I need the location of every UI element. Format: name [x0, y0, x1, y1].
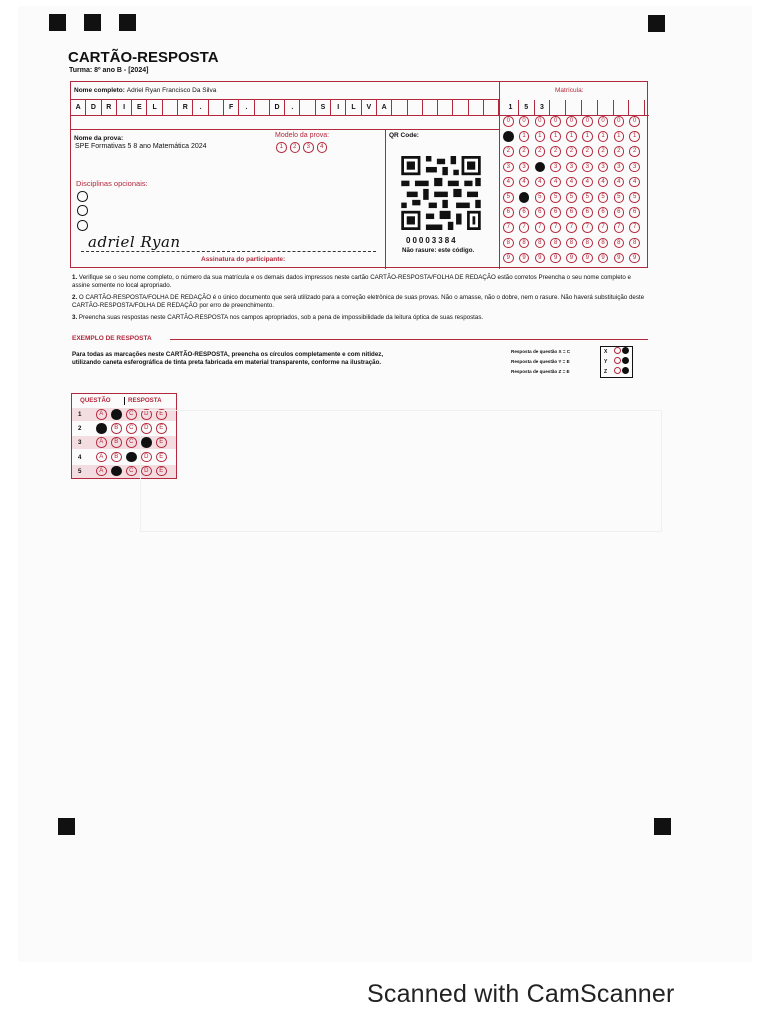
- prova-label: Nome da prova:: [74, 135, 124, 142]
- matricula-digit-bubble[interactable]: 1: [535, 131, 546, 142]
- matricula-digit-bubble[interactable]: 7: [582, 222, 593, 233]
- matricula-digit-bubble[interactable]: 5: [629, 192, 640, 203]
- matricula-digit-bubble[interactable]: 8: [614, 238, 625, 249]
- name-box[interactable]: .: [285, 100, 300, 115]
- name-box[interactable]: [438, 100, 453, 115]
- matricula-digit-bubble[interactable]: 0: [582, 116, 593, 127]
- matricula-digit-bubble[interactable]: 2: [566, 146, 577, 157]
- modelo-option-1[interactable]: 1: [276, 142, 287, 153]
- matricula-digit-bubble[interactable]: 9: [582, 253, 593, 264]
- example-answer-bubble[interactable]: B: [111, 423, 122, 434]
- matricula-box[interactable]: [582, 100, 598, 115]
- matricula-digit-bubble[interactable]: 4: [629, 177, 640, 188]
- example-answer-bubble[interactable]: A: [96, 437, 107, 448]
- matricula-digit-bubble[interactable]: 5: [566, 192, 577, 203]
- matricula-digit-bubble[interactable]: 5: [519, 192, 530, 203]
- legend-letter: Y: [604, 359, 608, 365]
- matricula-box[interactable]: [550, 100, 566, 115]
- example-answer-bubble[interactable]: D: [141, 409, 152, 420]
- matricula-digit-bubble[interactable]: 3: [614, 162, 625, 173]
- matricula-digit-bubble[interactable]: 9: [535, 253, 546, 264]
- matricula-digit-bubble[interactable]: 2: [582, 146, 593, 157]
- matricula-digit-bubble[interactable]: 6: [550, 207, 561, 218]
- matricula-digit-bubble[interactable]: 8: [503, 238, 514, 249]
- name-box[interactable]: I: [117, 100, 132, 115]
- legend-text: Resposta de questão X = C: [511, 349, 571, 354]
- matricula-digit-bubble[interactable]: 6: [629, 207, 640, 218]
- name-box[interactable]: [255, 100, 270, 115]
- matricula-digit-bubble[interactable]: 3: [535, 162, 546, 173]
- matricula-box[interactable]: 5: [519, 100, 535, 115]
- matricula-digit-bubble[interactable]: 1: [614, 131, 625, 142]
- matricula-digit-bubble[interactable]: 2: [503, 146, 514, 157]
- matricula-digit-bubble[interactable]: 5: [598, 192, 609, 203]
- name-box[interactable]: F: [224, 100, 239, 115]
- scanner-watermark: Scanned with CamScanner: [367, 980, 675, 1008]
- table-header-resposta: RESPOSTA: [128, 397, 162, 404]
- instruction-number: 3.: [72, 314, 78, 321]
- matricula-digit-bubble[interactable]: 8: [582, 238, 593, 249]
- matricula-box[interactable]: 3: [535, 100, 551, 115]
- instruction-number: 1.: [72, 274, 78, 281]
- matricula-digit-bubble[interactable]: 0: [519, 116, 530, 127]
- matricula-digit-bubble[interactable]: 5: [614, 192, 625, 203]
- matricula-digit-bubble[interactable]: 7: [550, 222, 561, 233]
- qr-number: 00003384: [406, 236, 458, 245]
- example-answer-bubble[interactable]: A: [96, 409, 107, 420]
- name-label: Nome completo: Adriel Ryan Francisco Da Silva: [74, 87, 217, 94]
- name-box[interactable]: R: [102, 100, 117, 115]
- example-answer-bubble[interactable]: E: [156, 409, 167, 420]
- matricula-digit-bubble[interactable]: 4: [614, 177, 625, 188]
- example-answer-bubble[interactable]: E: [156, 437, 167, 448]
- name-box[interactable]: I: [331, 100, 346, 115]
- matricula-digit-bubble[interactable]: 8: [629, 238, 640, 249]
- instruction-text: Verifique se o seu nome completo, o número da sua matrícula e os demais dados impressos neste cartão CARTÃO-RESPOSTA/FOLHA DE REDAÇÃO estão corretos Preencha o seu nome completo e assine somente no local apropriado.: [72, 274, 631, 289]
- example-section-title: EXEMPLO DE RESPOSTA: [72, 335, 152, 342]
- matricula-digit-bubble[interactable]: 0: [566, 116, 577, 127]
- matricula-digit-bubble[interactable]: 7: [614, 222, 625, 233]
- qr-code-icon: [400, 156, 482, 230]
- example-answer-bubble[interactable]: D: [141, 437, 152, 448]
- name-box[interactable]: L: [148, 100, 163, 115]
- matricula-digit-bubble[interactable]: 4: [519, 177, 530, 188]
- example-question-number: 5: [78, 467, 82, 475]
- matricula-digit-bubble[interactable]: 2: [598, 146, 609, 157]
- matricula-digit-bubble[interactable]: 4: [566, 177, 577, 188]
- matricula-digit-bubble[interactable]: 9: [503, 253, 514, 264]
- legend-frame: [600, 346, 633, 378]
- page-title: CARTÃO-RESPOSTA: [68, 49, 219, 66]
- matricula-digit-bubble[interactable]: 4: [598, 177, 609, 188]
- matricula-digit-bubble[interactable]: 1: [550, 131, 561, 142]
- name-box[interactable]: [301, 100, 316, 115]
- matricula-box[interactable]: [566, 100, 582, 115]
- registration-mark-top-left-3: [119, 14, 136, 31]
- name-box[interactable]: D: [270, 100, 285, 115]
- matricula-digit-bubble[interactable]: 6: [614, 207, 625, 218]
- example-answer-bubble[interactable]: E: [156, 452, 167, 463]
- qr-label: QR Code:: [389, 132, 419, 139]
- registration-mark-bottom-left: [58, 818, 75, 835]
- matricula-digit-bubble[interactable]: 6: [503, 207, 514, 218]
- matricula-digit-bubble[interactable]: 8: [566, 238, 577, 249]
- example-answer-bubble[interactable]: E: [156, 423, 167, 434]
- name-box[interactable]: [392, 100, 407, 115]
- matricula-digit-bubble[interactable]: 0: [550, 116, 561, 127]
- participant-signature: adriel Ryan: [88, 233, 181, 251]
- instruction-item: [72, 274, 650, 290]
- example-question-number: 4: [78, 453, 82, 461]
- registration-mark-bottom-right: [654, 818, 671, 835]
- example-answer-bubble[interactable]: B: [111, 466, 122, 477]
- example-answer-bubble[interactable]: B: [111, 409, 122, 420]
- matricula-digit-bubble[interactable]: 5: [582, 192, 593, 203]
- matricula-digit-bubble[interactable]: 3: [519, 162, 530, 173]
- name-box[interactable]: .: [193, 100, 208, 115]
- matricula-digit-bubble[interactable]: 9: [519, 253, 530, 264]
- matricula-digit-bubble[interactable]: 7: [535, 222, 546, 233]
- example-answer-bubble[interactable]: C: [126, 409, 137, 420]
- example-answer-bubble[interactable]: C: [126, 423, 137, 434]
- legend-letter: Z: [604, 369, 608, 375]
- turma-label: Turma: 8º ano B - [2024]: [69, 67, 149, 74]
- example-answer-bubble[interactable]: C: [126, 452, 137, 463]
- matricula-digit-bubble[interactable]: 8: [550, 238, 561, 249]
- example-answer-bubble[interactable]: E: [156, 466, 167, 477]
- matricula-box[interactable]: [598, 100, 614, 115]
- example-answer-bubble[interactable]: C: [126, 437, 137, 448]
- identification-card: [70, 81, 648, 268]
- instruction-item: [72, 314, 650, 322]
- matricula-digit-bubble[interactable]: 6: [519, 207, 530, 218]
- name-box[interactable]: [209, 100, 224, 115]
- name-box[interactable]: [484, 100, 499, 115]
- example-answer-bubble[interactable]: D: [141, 423, 152, 434]
- name-box[interactable]: [469, 100, 484, 115]
- matricula-digit-bubble[interactable]: 7: [503, 222, 514, 233]
- registration-mark-top-left-2: [84, 14, 101, 31]
- prova-value: SPE Formativas 5 8 ano Matemática 2024: [75, 143, 207, 150]
- matricula-digit-bubble[interactable]: 7: [519, 222, 530, 233]
- matricula-digit-bubble[interactable]: 1: [503, 131, 514, 142]
- matricula-digit-bubble[interactable]: 1: [566, 131, 577, 142]
- example-answer-bubble[interactable]: D: [141, 452, 152, 463]
- example-text: Para todas as marcações neste CARTÃO-RESPOSTA, preencha os círculos completamente e com nitidez, utilizando caneta esferográfica de tinta preta fabricada em material transparente, conforme na ilustração.: [72, 351, 384, 366]
- instruction-text: Preencha suas respostas neste CARTÃO-RESPOSTA nos campos apropriados, sob a pena de impossibilidade da leitura óptica de suas respostas.: [78, 314, 484, 321]
- matricula-digit-bubble[interactable]: 1: [629, 131, 640, 142]
- matricula-box[interactable]: [614, 100, 630, 115]
- modelo-option-2[interactable]: 2: [290, 142, 301, 153]
- matricula-digit-bubble[interactable]: 6: [598, 207, 609, 218]
- matricula-digit-bubble[interactable]: 3: [550, 162, 561, 173]
- registration-mark-top-left-1: [49, 14, 66, 31]
- example-answer-bubble[interactable]: C: [126, 466, 137, 477]
- qr-note: Não rasure: este código.: [402, 247, 475, 254]
- matricula-digit-bubble[interactable]: 5: [503, 192, 514, 203]
- matricula-digit-bubble[interactable]: 0: [535, 116, 546, 127]
- matricula-digit-bubble[interactable]: 4: [535, 177, 546, 188]
- matricula-digit-bubble[interactable]: 6: [582, 207, 593, 218]
- example-answer-bubble[interactable]: A: [96, 452, 107, 463]
- matricula-digit-bubble[interactable]: 6: [566, 207, 577, 218]
- matricula-digit-bubble[interactable]: 9: [614, 253, 625, 264]
- instruction-number: 2.: [72, 294, 78, 301]
- name-box[interactable]: D: [86, 100, 101, 115]
- name-box[interactable]: L: [346, 100, 361, 115]
- example-question-number: 2: [78, 425, 82, 433]
- modelo-label: Modelo da prova:: [275, 132, 330, 139]
- matricula-digit-bubble[interactable]: 0: [629, 116, 640, 127]
- matricula-digit-bubble[interactable]: 0: [598, 116, 609, 127]
- example-answer-bubble[interactable]: A: [96, 423, 107, 434]
- matricula-digit-bubble[interactable]: 4: [582, 177, 593, 188]
- matricula-digit-bubble[interactable]: 8: [598, 238, 609, 249]
- matricula-digit-bubble[interactable]: 9: [598, 253, 609, 264]
- matricula-digit-bubble[interactable]: 2: [519, 146, 530, 157]
- name-box[interactable]: V: [362, 100, 377, 115]
- matricula-box[interactable]: [629, 100, 645, 115]
- name-box[interactable]: E: [132, 100, 147, 115]
- name-box[interactable]: S: [316, 100, 331, 115]
- disciplina-option-2[interactable]: [77, 205, 88, 216]
- matricula-digit-bubble[interactable]: 7: [629, 222, 640, 233]
- example-question-number: 3: [78, 439, 82, 447]
- matricula-digit-bubble[interactable]: 0: [503, 116, 514, 127]
- example-answer-bubble[interactable]: D: [141, 466, 152, 477]
- example-question-number: 1: [78, 411, 82, 418]
- name-value: Adriel Ryan Francisco Da Silva: [126, 87, 217, 94]
- instruction-text: O CARTÃO-RESPOSTA/FOLHA DE REDAÇÃO é o único documento que será utilizado para a correção eletrônica de suas provas. Não o amasse, não o dobre, nem o rasure. Não haverá substituição deste CARTÃO-RESPOSTA/FOLHA DE REDAÇÃO por erro de preenchimento.: [72, 294, 645, 309]
- legend-text: Resposta de questão Z = E: [511, 369, 570, 374]
- disciplinas-label: Disciplinas opcionais:: [76, 179, 148, 188]
- matricula-digit-bubble[interactable]: 9: [629, 253, 640, 264]
- matricula-digit-bubble[interactable]: 2: [535, 146, 546, 157]
- matricula-digit-bubble[interactable]: 5: [535, 192, 546, 203]
- matricula-digit-bubble[interactable]: 8: [535, 238, 546, 249]
- matricula-digit-bubble[interactable]: 3: [629, 162, 640, 173]
- name-box[interactable]: A: [71, 100, 86, 115]
- matricula-digit-bubble[interactable]: 0: [614, 116, 625, 127]
- name-box[interactable]: .: [239, 100, 254, 115]
- matricula-digit-bubble[interactable]: 2: [629, 146, 640, 157]
- example-answer-bubble[interactable]: A: [96, 466, 107, 477]
- matricula-digit-bubble[interactable]: 2: [614, 146, 625, 157]
- matricula-digit-bubble[interactable]: 5: [550, 192, 561, 203]
- legend-letter: X: [604, 349, 608, 355]
- example-answer-bubble[interactable]: B: [111, 452, 122, 463]
- example-answer-bubble[interactable]: B: [111, 437, 122, 448]
- matricula-digit-bubble[interactable]: 3: [598, 162, 609, 173]
- name-box[interactable]: R: [178, 100, 193, 115]
- matricula-digit-bubble[interactable]: 7: [598, 222, 609, 233]
- matricula-digit-bubble[interactable]: 1: [582, 131, 593, 142]
- matricula-digit-bubble[interactable]: 3: [582, 162, 593, 173]
- signature-label: Assinatura do participante:: [201, 256, 286, 263]
- name-box[interactable]: [423, 100, 438, 115]
- name-box[interactable]: [454, 100, 469, 115]
- matricula-digit-bubble[interactable]: 6: [535, 207, 546, 218]
- modelo-option-3[interactable]: 3: [303, 142, 314, 153]
- matricula-digit-bubble[interactable]: 3: [566, 162, 577, 173]
- matricula-digit-bubble[interactable]: 2: [550, 146, 561, 157]
- matricula-digit-bubble[interactable]: 1: [598, 131, 609, 142]
- table-header-questao: QUESTÃO: [80, 397, 111, 404]
- modelo-option-4[interactable]: 4: [317, 142, 328, 153]
- matricula-digit-bubble[interactable]: 9: [550, 253, 561, 264]
- name-box[interactable]: [408, 100, 423, 115]
- matricula-digit-bubble[interactable]: 8: [519, 238, 530, 249]
- matricula-digit-bubble[interactable]: 4: [503, 177, 514, 188]
- matricula-digit-bubble[interactable]: 7: [566, 222, 577, 233]
- matricula-digit-bubble[interactable]: 3: [503, 162, 514, 173]
- matricula-digit-bubble[interactable]: 1: [519, 131, 530, 142]
- matricula-box[interactable]: 1: [503, 100, 519, 115]
- instruction-item: [72, 294, 650, 310]
- name-box[interactable]: [163, 100, 178, 115]
- registration-mark-top-right: [648, 15, 665, 32]
- matricula-label: Matrícula:: [555, 87, 584, 94]
- matricula-digit-bubble[interactable]: 4: [550, 177, 561, 188]
- disciplina-option-1[interactable]: [77, 191, 88, 202]
- name-box[interactable]: A: [377, 100, 392, 115]
- bleed-through-table: [140, 410, 662, 532]
- legend-text: Resposta de questão Y = E: [511, 359, 570, 364]
- disciplina-option-3[interactable]: [77, 220, 88, 231]
- matricula-digit-bubble[interactable]: 9: [566, 253, 577, 264]
